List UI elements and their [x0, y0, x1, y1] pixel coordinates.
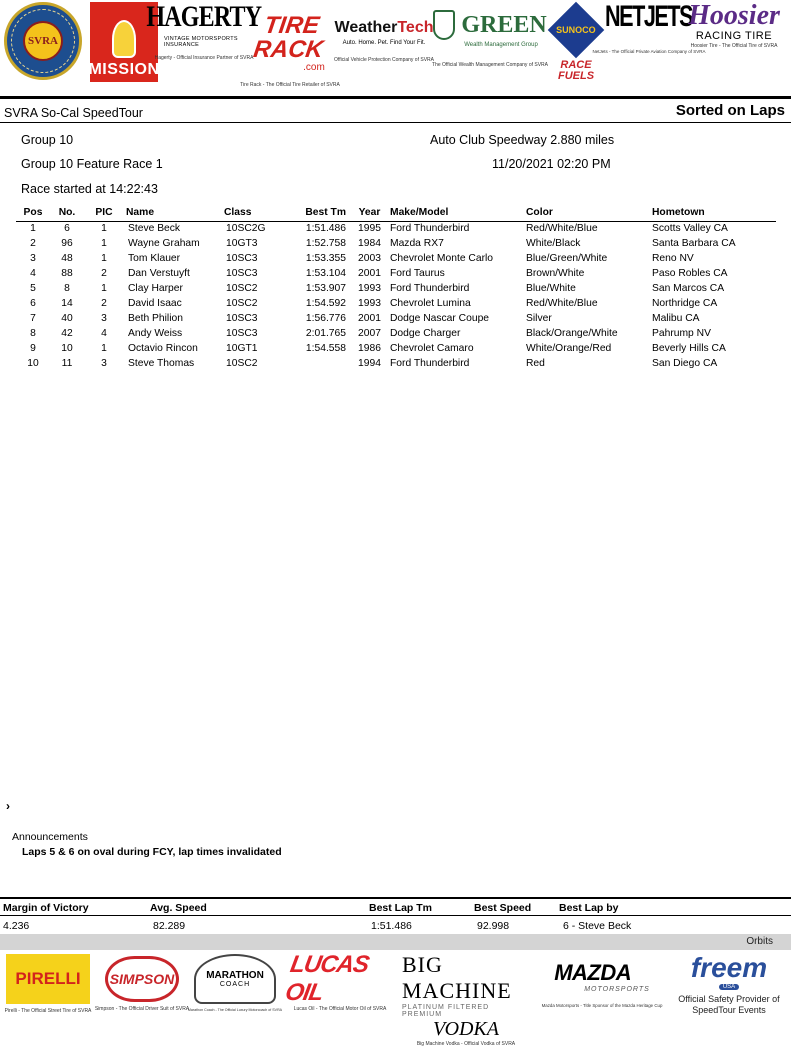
cell-car-number: 48 [61, 253, 73, 264]
cell-hometown: Northridge CA [652, 298, 718, 309]
stats-rule [0, 897, 791, 899]
margin-of-victory-label: Margin of Victory [3, 902, 89, 914]
cell-car-number: 96 [61, 238, 73, 249]
best-speed-value: 92.998 [477, 920, 510, 932]
cell-year: 2001 [358, 313, 381, 324]
cell-make-model: Chevrolet Monte Carlo [390, 253, 494, 264]
cell-pic: 4 [101, 328, 107, 339]
col-header-name: Name [124, 207, 222, 221]
cell-class: 10GT3 [226, 238, 258, 249]
cell-pic: 1 [101, 343, 107, 354]
cell-class: 10SC3 [226, 328, 258, 339]
cell-hometown: Scotts Valley CA [652, 223, 728, 235]
session-label: Group 10 Feature Race 1 [21, 157, 163, 171]
cell-driver-name: Octavio Rincon [128, 343, 198, 354]
cell-driver-name: Clay Harper [128, 283, 183, 294]
marathon-coach-logo: MARATHON COACH Marathon Coach - The Official Luxury Motorcoach of SVRA [192, 950, 278, 1020]
cell-driver-name: Steve Beck [128, 223, 181, 235]
cell-pos: 2 [30, 238, 36, 249]
cell-driver-name: Andy Weiss [128, 328, 183, 339]
announcements-title: Announcements [12, 831, 88, 843]
cell-color: Blue/Green/White [526, 253, 608, 264]
sort-order-title: Sorted on Laps [675, 102, 785, 119]
avg-speed-label: Avg. Speed [150, 902, 207, 914]
weathertech-logo: WeatherTech Auto. Home. Pet. Find Your Fit. Official Vehicle Protection Company of SVRA [334, 19, 434, 63]
cell-class: 10SC2 [226, 283, 258, 294]
cell-class: 10SC3 [226, 313, 258, 324]
pirelli-logo: PIRELLI Pirelli - The Official Street Tire of SVRA [4, 950, 92, 1020]
cell-driver-name: Dan Verstuyft [128, 268, 190, 279]
simpson-logo: SIMPSON Simpson - The Official Driver Suit of SVRA [102, 950, 182, 1020]
cell-hometown: Malibu CA [652, 313, 700, 324]
result-row [16, 266, 776, 281]
cell-year: 2003 [358, 253, 381, 264]
col-header-make-model: Make/Model [390, 207, 526, 221]
cell-driver-name: David Isaac [128, 298, 182, 309]
results-table [16, 207, 776, 371]
cell-pos: 1 [30, 223, 36, 235]
session-datetime: 11/20/2021 02:20 PM [492, 157, 611, 171]
results-body [16, 221, 776, 371]
cell-color: Red/White/Blue [526, 223, 598, 235]
cell-driver-name: Beth Philion [128, 313, 183, 324]
best-lap-by-value: 6 - Steve Beck [563, 920, 632, 932]
result-row [16, 311, 776, 326]
cell-make-model: Dodge Nascar Coupe [390, 313, 490, 324]
cell-car-number: 14 [61, 298, 73, 309]
result-row [16, 356, 776, 371]
cell-class: 10SC3 [226, 268, 258, 279]
cell-color: Red [526, 358, 545, 369]
col-header-class: Class [222, 207, 292, 221]
cell-pos: 7 [30, 313, 36, 324]
cell-make-model: Ford Thunderbird [390, 358, 470, 369]
stats-header-rule [0, 915, 791, 916]
cell-best-time: 1:52.758 [305, 238, 346, 249]
cell-pos: 10 [27, 358, 39, 369]
col-header-hometown: Hometown [652, 207, 776, 221]
cell-hometown: Pahrump NV [652, 328, 711, 339]
best-speed-label: Best Speed [474, 902, 532, 914]
cell-make-model: Chevrolet Camaro [390, 343, 474, 354]
result-row [16, 221, 776, 236]
cell-make-model: Ford Thunderbird [390, 223, 470, 235]
cell-class: 10SC2 [226, 298, 258, 309]
orbits-footer-bar [0, 934, 791, 950]
tire-rack-logo: TIRE RACK .com Tire Rack - The Official Tire Retailer of SVRA [240, 12, 340, 88]
result-row [16, 326, 776, 341]
cell-class: 10SC2G [226, 223, 266, 235]
cell-pos: 4 [30, 268, 36, 279]
cell-make-model: Dodge Charger [390, 328, 461, 339]
cell-best-time: 1:53.104 [305, 268, 346, 279]
cell-hometown: Beverly Hills CA [652, 343, 726, 354]
col-header-no: No. [50, 207, 84, 221]
cell-best-time: 1:54.592 [305, 298, 346, 309]
col-header-best-time: Best Tm [292, 207, 349, 221]
cell-car-number: 10 [61, 343, 73, 354]
best-lap-time-value: 1:51.486 [371, 920, 412, 932]
cell-car-number: 11 [61, 358, 73, 369]
cell-color: Red/White/Blue [526, 298, 598, 309]
cell-year: 1995 [358, 223, 381, 235]
cell-hometown: Paso Robles CA [652, 268, 728, 279]
lucas-oil-logo: LUCAS OIL Lucas Oil - The Official Motor Oil of SVRA [283, 951, 387, 1012]
cell-color: White/Orange/Red [526, 343, 612, 354]
cell-class: 10GT1 [226, 343, 258, 354]
cell-color: Silver [526, 313, 552, 324]
cell-year: 1993 [358, 298, 381, 309]
cell-best-time: 1:51.486 [305, 223, 346, 235]
race-start-time: Race started at 14:22:43 [21, 182, 158, 196]
cell-hometown: Reno NV [652, 253, 694, 264]
cell-hometown: San Marcos CA [652, 283, 725, 294]
announcement-text: Laps 5 & 6 on oval during FCY, lap times invalidated [22, 846, 282, 858]
sponsor-banner-top [0, 0, 791, 92]
svra-logo [2, 2, 84, 82]
cell-pic: 3 [101, 358, 107, 369]
cell-color: Black/Orange/White [526, 328, 618, 339]
cell-best-time [292, 356, 349, 371]
cell-year: 2007 [358, 328, 381, 339]
cell-best-time: 1:53.355 [305, 253, 346, 264]
cell-pic: 2 [101, 298, 107, 309]
cell-pic: 2 [101, 268, 107, 279]
cell-year: 1994 [358, 358, 381, 369]
cell-hometown: San Diego CA [652, 358, 718, 369]
sunoco-logo: SUNOCO RACE FUELS [548, 2, 604, 82]
result-row [16, 236, 776, 251]
mazda-motorsports-logo: MAZDA MOTORSPORTS Mazda Motorsports - Title Sponsor of the Mazda Heritage Cup [541, 960, 663, 1008]
cell-hometown: Santa Barbara CA [652, 238, 736, 249]
cell-car-number: 6 [64, 223, 70, 235]
cell-year: 1986 [358, 343, 381, 354]
col-header-year: Year [349, 207, 390, 221]
cell-class: 10SC3 [226, 253, 258, 264]
cell-year: 1984 [358, 238, 381, 249]
cell-pic: 3 [101, 313, 107, 324]
header-rule [0, 96, 791, 99]
margin-of-victory-value: 4.236 [3, 920, 30, 932]
cell-best-time: 1:56.776 [305, 313, 346, 324]
cell-pos: 5 [30, 283, 36, 294]
cell-car-number: 42 [61, 328, 73, 339]
col-header-pic: PIC [84, 207, 124, 221]
col-header-color: Color [526, 207, 652, 221]
cell-make-model: Ford Thunderbird [390, 283, 470, 294]
big-machine-vodka-logo: BIG MACHINE PLATINUM FILTERED PREMIUM VODKA Big Machine Vodka - Official Vodka of SVRA [402, 952, 516, 1047]
cell-year: 1993 [358, 283, 381, 294]
best-lap-by-label: Best Lap by [559, 902, 619, 914]
cell-pos: 6 [30, 298, 36, 309]
cell-pic: 1 [101, 253, 107, 264]
cell-pic: 1 [101, 238, 107, 249]
cell-driver-name: Tom Klauer [128, 253, 181, 264]
hoosier-logo: Hoosier RACING TIRE Hoosier Tire - The Official Tire of SVRA [688, 0, 780, 49]
track-label: Auto Club Speedway 2.880 miles [430, 133, 615, 147]
svra-logo-mark: SVRA [23, 21, 63, 61]
cell-car-number: 40 [61, 313, 73, 324]
avg-speed-value: 82.289 [153, 920, 186, 932]
results-header-row [16, 207, 776, 221]
cell-make-model: Chevrolet Lumina [390, 298, 471, 309]
title-rule [0, 122, 791, 123]
netjets-logo: NETJETS NetJets - The Official Private Aviation Company of SVRA [592, 0, 706, 54]
bullet-marker: › [6, 799, 10, 813]
cell-make-model: Ford Taurus [390, 268, 445, 279]
cell-pic: 1 [101, 223, 107, 235]
cell-make-model: Mazda RX7 [390, 238, 444, 249]
cell-driver-name: Wayne Graham [128, 238, 200, 249]
cell-pos: 8 [30, 328, 36, 339]
cell-pos: 3 [30, 253, 36, 264]
cell-best-time: 2:01.765 [305, 328, 346, 339]
cell-year: 2001 [358, 268, 381, 279]
result-row [16, 296, 776, 311]
cell-color: White/Black [526, 238, 581, 249]
freem-logo: freem USA Official Safety Provider of SpeedTour Events [678, 952, 780, 1016]
best-lap-time-label: Best Lap Tm [369, 902, 433, 914]
series-title: SVRA So-Cal SpeedTour [4, 106, 143, 120]
cell-pic: 1 [101, 283, 107, 294]
cell-best-time: 1:54.558 [305, 343, 346, 354]
group-label: Group 10 [21, 133, 74, 147]
sponsor-banner-bottom [0, 950, 791, 1047]
cell-class: 10SC2 [226, 358, 258, 369]
cell-pos: 9 [30, 343, 36, 354]
cell-car-number: 8 [64, 283, 70, 294]
result-row [16, 341, 776, 356]
hagerty-logo: HAGERTY VINTAGE MOTORSPORTS INSURANCE Hagerty - Official Insurance Partner of SVRA [146, 0, 262, 61]
mission-logo: MISSION [90, 2, 158, 82]
result-row [16, 281, 776, 296]
result-row [16, 251, 776, 266]
cell-best-time: 1:53.907 [305, 283, 346, 294]
orbits-label: Orbits [746, 936, 773, 947]
green-wealth-logo: GREEN Wealth Management Group The Official Wealth Management Company of SVRA [432, 12, 548, 68]
cell-color: Blue/White [526, 283, 576, 294]
col-header-pos: Pos [16, 207, 50, 221]
cell-color: Brown/White [526, 268, 585, 279]
cell-car-number: 88 [61, 268, 73, 279]
cell-driver-name: Steve Thomas [128, 358, 195, 369]
